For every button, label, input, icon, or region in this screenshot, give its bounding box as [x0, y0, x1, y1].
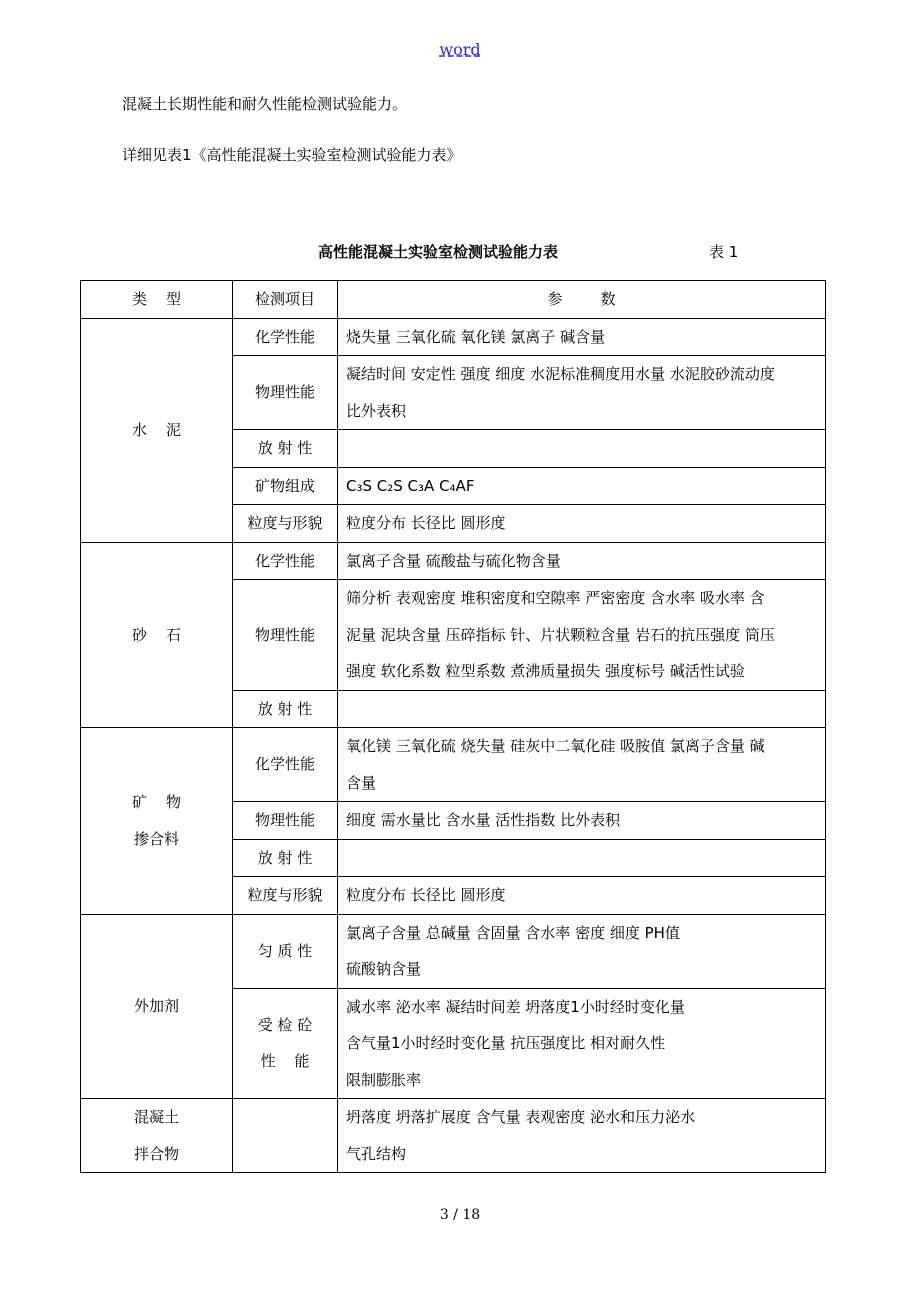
- header-type: 类 型: [81, 281, 233, 319]
- parameters-cell: C₃S C₂S C₃A C₄AF: [338, 467, 826, 505]
- test-item-cell: 受 检 砼 性 能: [233, 988, 338, 1099]
- test-item-cell: 粒度与形貌: [233, 505, 338, 543]
- paragraph-see-table: 详细见表1《高性能混凝土实验室检测试验能力表》: [122, 146, 462, 164]
- table-row: [81, 914, 826, 988]
- table-header-row: [81, 281, 826, 319]
- page-number: 3 / 18: [439, 1207, 481, 1223]
- test-item-cell: 匀 质 性: [233, 914, 338, 988]
- test-item-cell: 放 射 性: [233, 430, 338, 468]
- category-cell: 外加剂: [81, 914, 233, 1099]
- table-row: [81, 728, 826, 802]
- test-item-cell: 物理性能: [233, 356, 338, 430]
- parameters-cell: 氯离子含量 总碱量 含固量 含水率 密度 细度 PH值 硫酸钠含量: [338, 914, 826, 988]
- parameters-cell: 坍落度 坍落扩展度 含气量 表观密度 泌水和压力泌水 气孔结构: [338, 1099, 826, 1173]
- test-item-cell: 化学性能: [233, 728, 338, 802]
- test-item-cell: [233, 1099, 338, 1173]
- parameters-cell: [338, 690, 826, 728]
- parameters-cell: 凝结时间 安定性 强度 细度 水泥标准稠度用水量 水泥胶砂流动度 比外表积: [338, 356, 826, 430]
- table-caption-number: 表 1: [709, 243, 739, 261]
- test-item-cell: 矿物组成: [233, 467, 338, 505]
- parameters-cell: [338, 430, 826, 468]
- word-link-text[interactable]: word: [439, 40, 481, 59]
- capability-table: [80, 280, 826, 1173]
- parameters-cell: [338, 839, 826, 877]
- test-item-cell: 放 射 性: [233, 839, 338, 877]
- header-item: 检测项目: [233, 281, 338, 319]
- test-item-cell: 物理性能: [233, 802, 338, 840]
- test-item-cell: 放 射 性: [233, 690, 338, 728]
- paragraph-durability: 混凝土长期性能和耐久性能检测试验能力。: [122, 95, 408, 113]
- table-caption-title: 高性能混凝土实验室检测试验能力表: [318, 243, 559, 261]
- category-cell: 混凝土 拌合物: [81, 1099, 233, 1173]
- parameters-cell: 细度 需水量比 含水量 活性指数 比外表积: [338, 802, 826, 840]
- category-cell: 砂 石: [81, 542, 233, 728]
- parameters-cell: 烧失量 三氧化硫 氧化镁 氯离子 碱含量: [338, 318, 826, 356]
- category-cell: 矿 物 掺合料: [81, 728, 233, 915]
- test-item-cell: 化学性能: [233, 542, 338, 580]
- table-row: [81, 1099, 826, 1173]
- category-cell: 水 泥: [81, 318, 233, 542]
- parameters-cell: 筛分析 表观密度 堆积密度和空隙率 严密密度 含水率 吸水率 含 泥量 泥块含量 压碎指标 针、片状颗粒含量 岩石的抗压强度 筒压 强度 软化系数 粒型系数 煮沸质量损失 强度标号 碱活性试验: [338, 580, 826, 691]
- test-item-cell: 物理性能: [233, 580, 338, 691]
- header-params: 参 数: [338, 281, 826, 319]
- parameters-cell: 粒度分布 长径比 圆形度: [338, 877, 826, 915]
- parameters-cell: 氧化镁 三氧化硫 烧失量 硅灰中二氧化硅 吸胺值 氯离子含量 碱 含量: [338, 728, 826, 802]
- table-row: [81, 318, 826, 356]
- parameters-cell: 粒度分布 长径比 圆形度: [338, 505, 826, 543]
- test-item-cell: 化学性能: [233, 318, 338, 356]
- parameters-cell: 减水率 泌水率 凝结时间差 坍落度1小时经时变化量 含气量1小时经时变化量 抗压强度比 相对耐久性 限制膨胀率: [338, 988, 826, 1099]
- table-row: [81, 542, 826, 580]
- test-item-cell: 粒度与形貌: [233, 877, 338, 915]
- header-word-link[interactable]: [0, 40, 920, 59]
- parameters-cell: 氯离子含量 硫酸盐与硫化物含量: [338, 542, 826, 580]
